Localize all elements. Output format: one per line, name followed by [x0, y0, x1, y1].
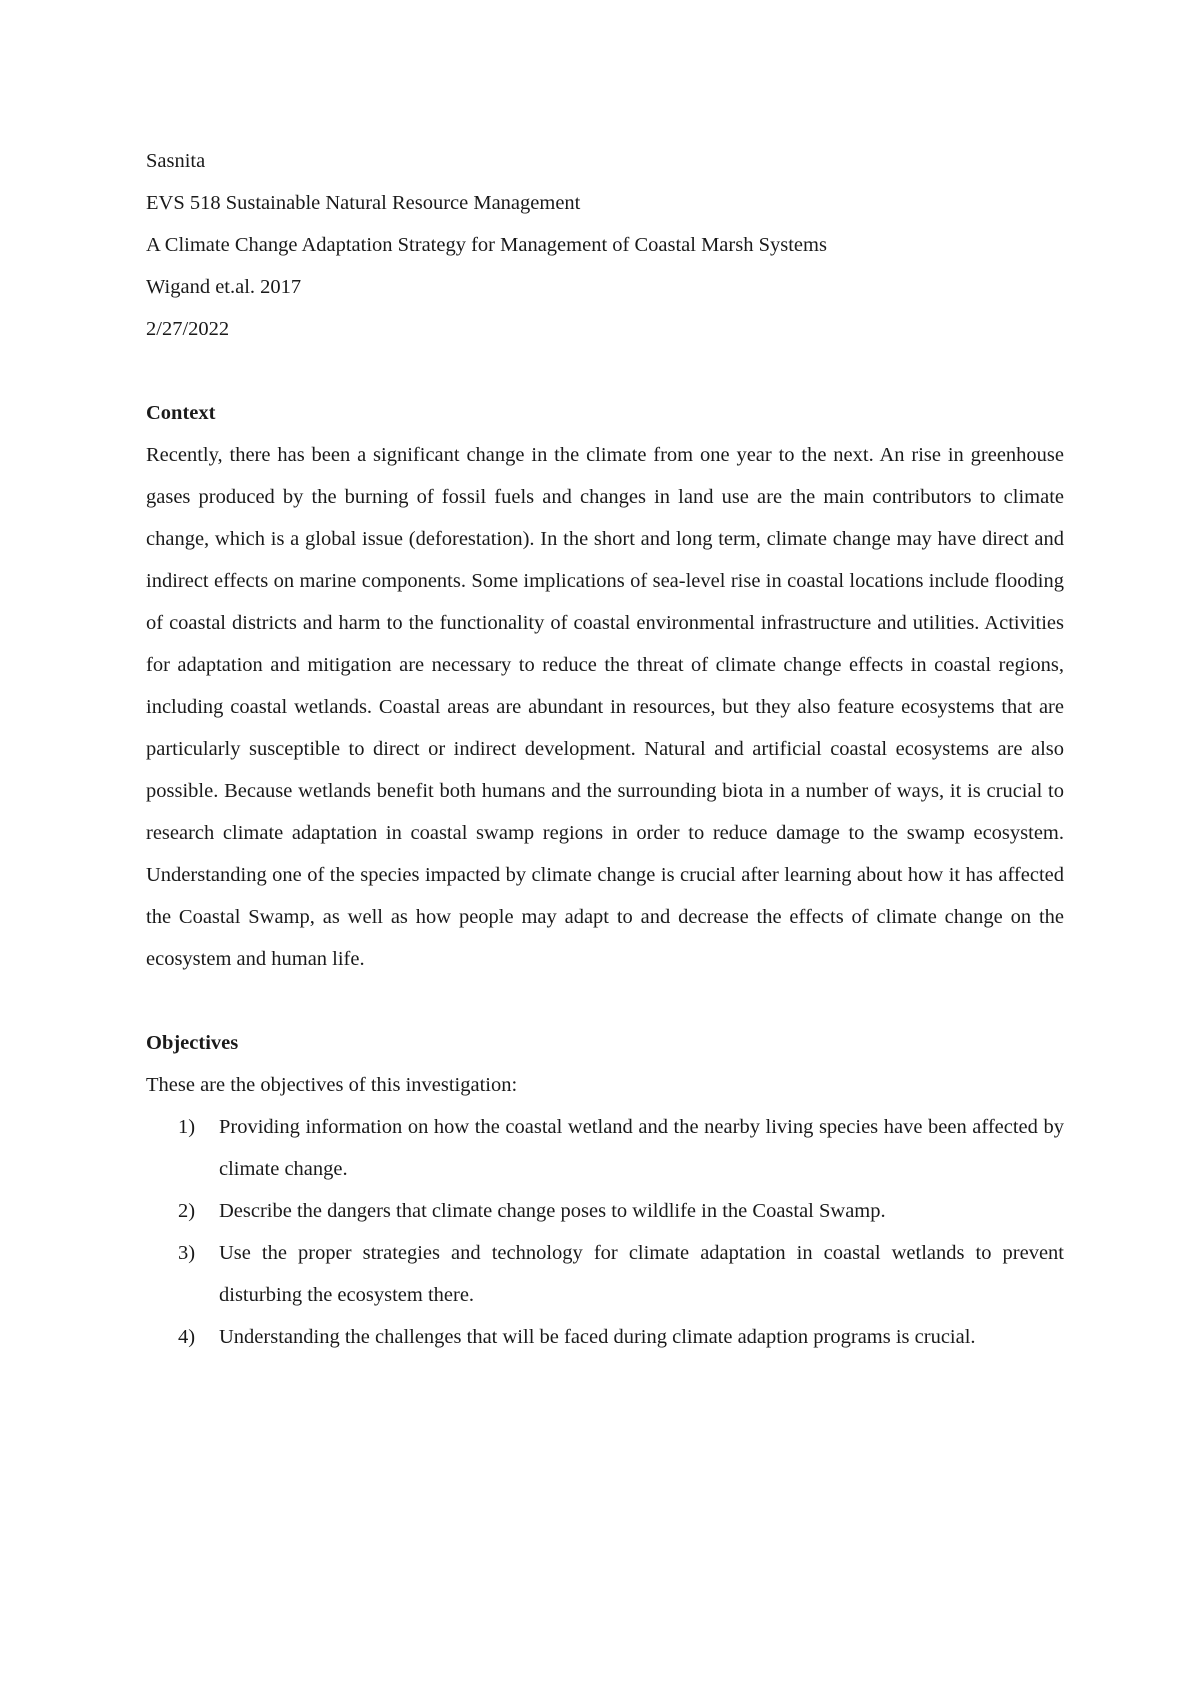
context-heading: Context [146, 402, 216, 424]
reference-citation: Wigand et.al. 2017 [146, 276, 302, 298]
document-title: A Climate Change Adaptation Strategy for Management of Coastal Marsh Systems [146, 234, 827, 256]
objective-number: 4) [178, 1326, 196, 1348]
document-date: 2/27/2022 [146, 318, 230, 340]
objective-number: 2) [178, 1200, 196, 1222]
objectives-heading: Objectives [146, 1032, 239, 1054]
objective-item [146, 1190, 1064, 1232]
objective-item [146, 1232, 1064, 1316]
course-title: EVS 518 Sustainable Natural Resource Management [146, 192, 581, 214]
document-header [146, 140, 1064, 350]
objectives-intro: These are the objectives of this investigation: [146, 1074, 518, 1096]
objective-item [146, 1106, 1064, 1190]
document-page [146, 140, 1064, 1358]
objectives-list [146, 1106, 1064, 1358]
objective-text: Understanding the challenges that will be faced during climate adaption programs is crucial. [219, 1326, 976, 1348]
spacer [146, 350, 1064, 392]
context-paragraph: Recently, there has been a significant change in the climate from one year to the next. An rise in greenhouse gases produced by the burning of fossil fuels and changes in land use are the main contributors to climate change, which is a global issue (deforestation). In the short and long term, climate change may have direct and indirect effects on marine components. Some implications of sea-level rise in coastal locations include flooding of coastal districts and harm to the functionality of coastal environmental infrastructure and utilities. Activities for adaptation and mitigation are necessary to reduce the threat of climate change effects in coastal regions, including coastal wetlands. Coastal areas are abundant in resources, but they also feature ecosystems that are particularly susceptible to direct or indirect development. Natural and artificial coastal ecosystems are also possible. Because wetlands benefit both humans and the surrounding biota in a number of ways, it is crucial to research climate adaptation in coastal swamp regions in order to reduce damage to the swamp ecosystem. Understanding one of the species impacted by climate change is crucial after learning about how it has affected the Coastal Swamp, as well as how people may adapt to and decrease the effects of climate change on the ecosystem and human life. [146, 444, 1064, 970]
author-name: Sasnita [146, 150, 206, 172]
objective-number: 3) [178, 1242, 196, 1264]
context-section [146, 392, 1064, 980]
objective-text: Use the proper strategies and technology for climate adaptation in coastal wetlands to prevent disturbing the ecosystem there. [219, 1242, 1064, 1306]
objectives-section [146, 1022, 1064, 1358]
objective-text: Describe the dangers that climate change poses to wildlife in the Coastal Swamp. [219, 1200, 886, 1222]
objective-item [146, 1316, 1064, 1358]
spacer [146, 980, 1064, 1022]
objective-number: 1) [178, 1116, 196, 1138]
objective-text: Providing information on how the coastal wetland and the nearby living species have been affected by climate change. [219, 1116, 1064, 1180]
